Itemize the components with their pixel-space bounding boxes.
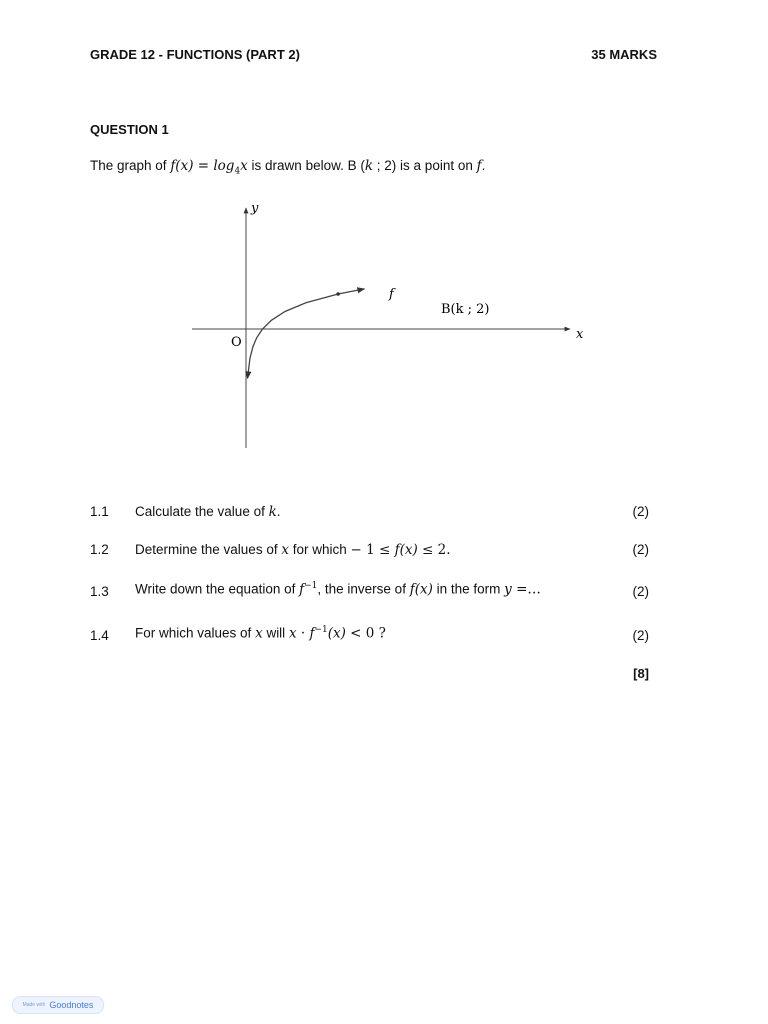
item-text: Write down the equation of $f^{-1}$, the inverse of f(x) in the form y =…: [135, 581, 541, 598]
y-axis-label: y: [251, 201, 259, 216]
curve-label: f: [389, 287, 394, 302]
item-number: 1.3: [90, 584, 109, 599]
item-number: 1.1: [90, 504, 109, 519]
worksheet-title: GRADE 12 - FUNCTIONS (PART 2): [90, 47, 300, 62]
question-intro: The graph of $f(x) = \log_4x$ is drawn below. B (k ; 2) is a point on f.: [90, 158, 486, 177]
log-graph: [0, 0, 768, 470]
item-text: For which values of x will $x \cdot f^{-1}(x) < 0$ ?: [135, 625, 386, 642]
item-marks: (2): [632, 504, 649, 519]
item-marks: (2): [632, 584, 649, 599]
point-b-label: B(k ; 2): [441, 302, 490, 317]
x-axis-label: x: [576, 327, 584, 342]
question-total: [8]: [633, 666, 649, 681]
item-marks: (2): [632, 542, 649, 557]
question-title: QUESTION 1: [90, 122, 169, 137]
log-curve: [248, 289, 365, 379]
item-number: 1.4: [90, 628, 109, 643]
item-text: Determine the values of x for which − 1 ≤ f(x) ≤ 2.: [135, 542, 451, 558]
origin-label: O: [231, 335, 242, 350]
item-number: 1.2: [90, 542, 109, 557]
total-marks: 35 MARKS: [591, 47, 657, 62]
point-b: [336, 292, 340, 296]
item-marks: (2): [632, 628, 649, 643]
goodnotes-badge[interactable]: Made with Goodnotes: [12, 996, 104, 1014]
item-text: Calculate the value of k.: [135, 504, 281, 520]
